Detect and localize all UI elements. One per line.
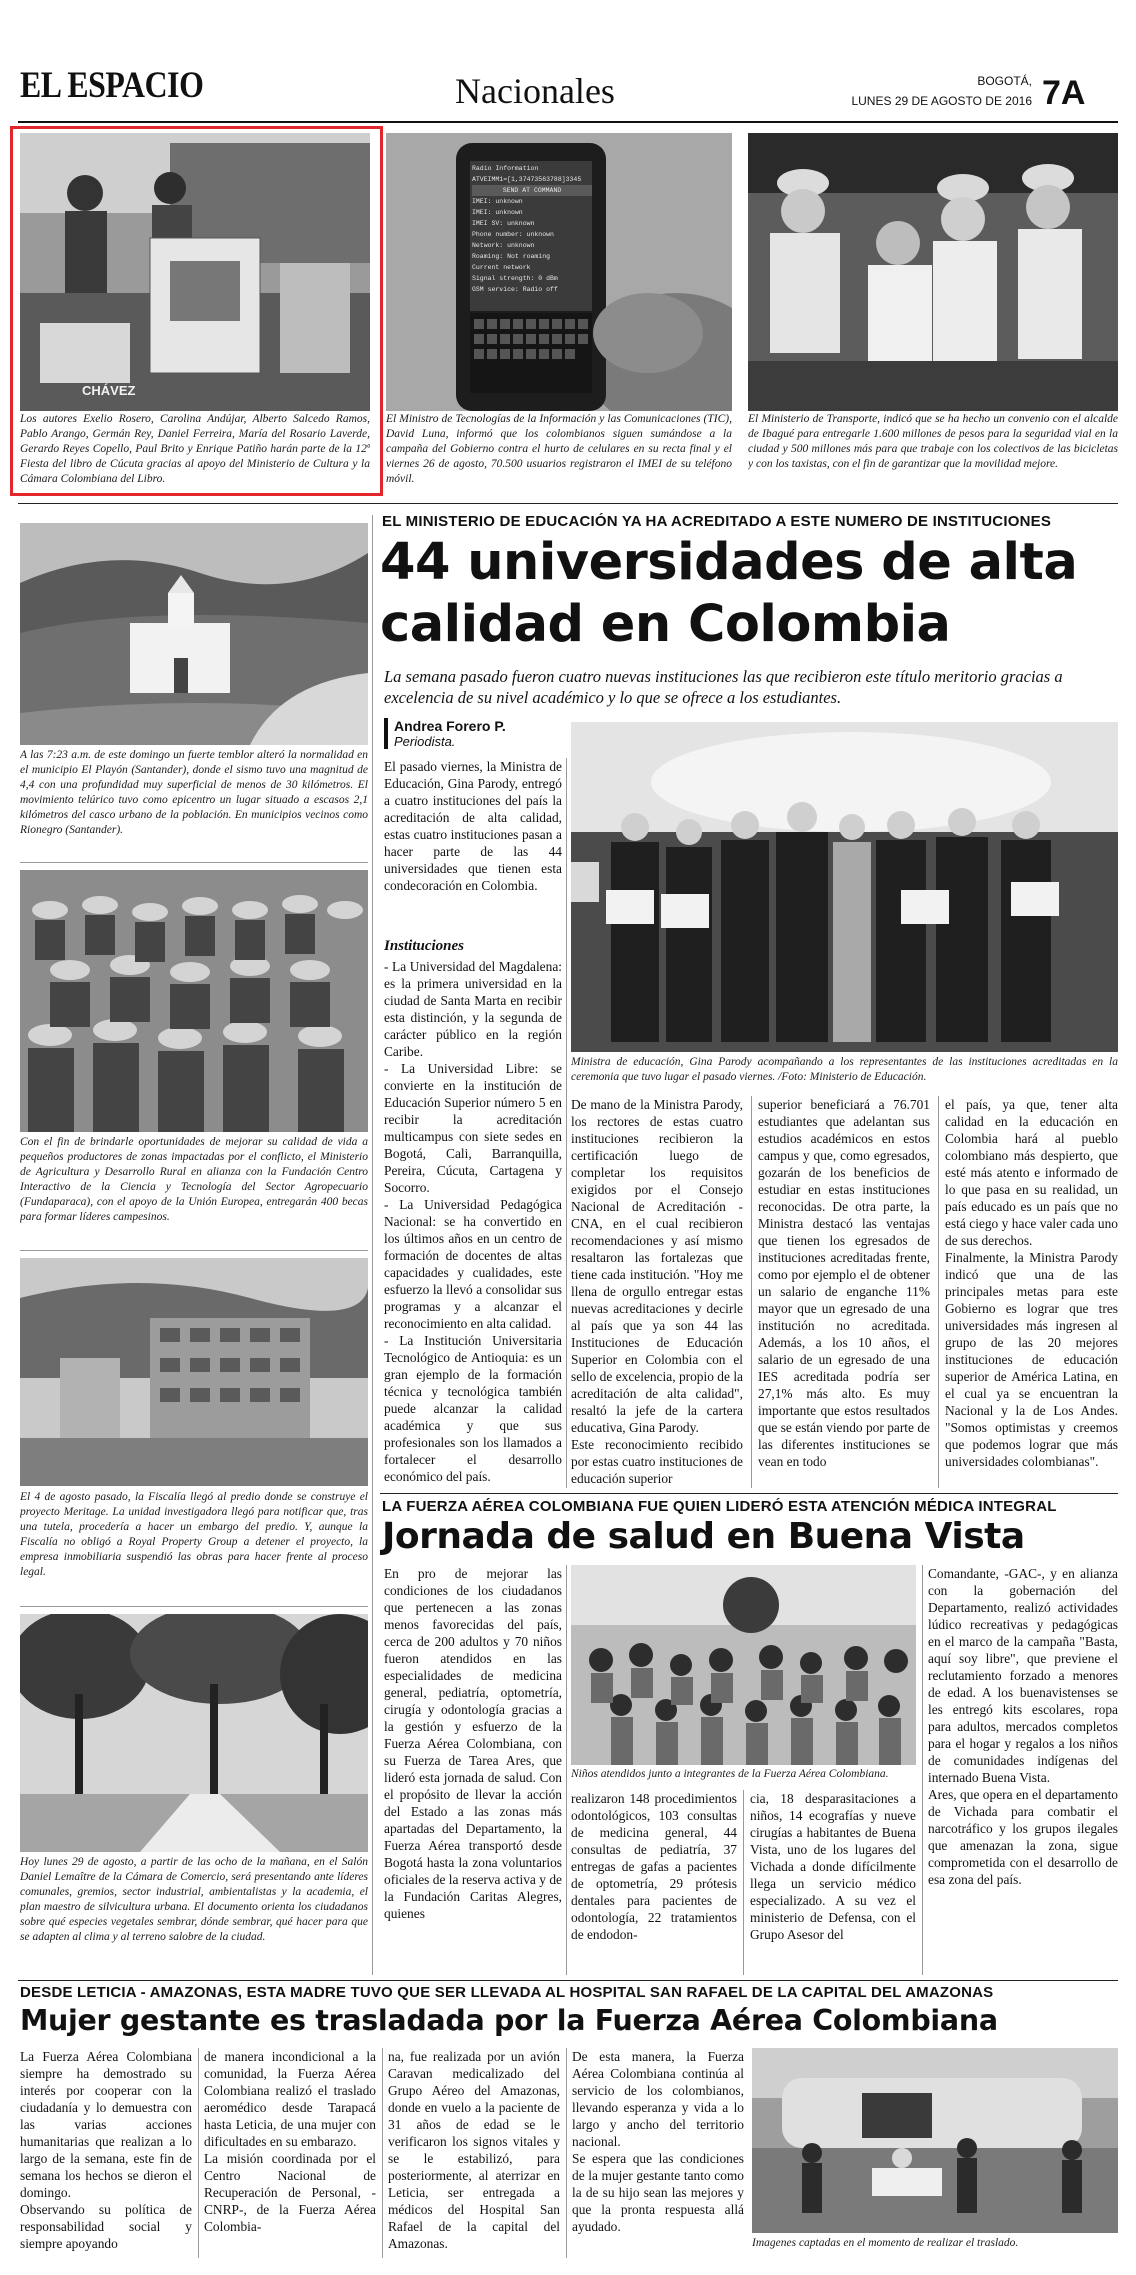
article-rule [380,1493,1118,1494]
dateline-date: LUNES 29 DE AGOSTO DE 2016 [851,94,1032,108]
phone-screen-line: IMEI: unknown [472,209,523,216]
article2-col2: realizaron 148 procedimientos odontológicos, 103 consultas de medicina general, 44 consultas de pediatría, 37 entregas de gafas a pacientes de optometría, 29 prótesis dentales para pacientes de odontología, 22 tratamientos de endodon- [571,1791,737,1942]
section-name: Nacionales [455,71,615,111]
column-rule [743,1790,744,1975]
phone-caption: El Ministro de Tecnologías de la Información y las Comunicaciones (TIC), David Luna, informó que los colombianos siguen sumándose a la campaña del Gobierno contra el hurto de celulares en su recta final y el viernes 26 de agosto, 70.500 usuarios registraron el IMEI de su teléfono móvil. [386,413,732,485]
article1-deck: La semana pasado fueron cuatro nuevas instituciones las que recibieron este título meritorio gracias a excelencia de su nivel académico y lo que se ofrece a los estudiantes. [384,667,1063,707]
construction-caption: El 4 de agosto pasado, la Fiscalía llegó al predio donde se construye el proyecto Meritage. La unidad investigadora llegó para notificar que, tras una tutela, procedería a hacer un embargo del predio. Y, aunque la Fiscalía no obligó a Royal Property Group a detener el proyecto, la empresa inmobiliaria suspendió las obras para hacer frente al proceso legal. [20,1491,368,1578]
article2-col3: cia, 18 desparasitaciones a niños, 14 ecografías y nueve cirugías a habitantes de Buena Vista, uno de los lugares del Vichada a donde difícilmente llega un servicio médico especializado. A su vez el ministerio de Defensa, con el Grupo Asesor del [750,1791,916,1942]
column-rule [566,1565,567,1975]
article3-headline: Mujer gestante es trasladada por la Fuerza Aérea Colombiana [20,2004,998,2037]
book-fair-caption: Los autores Exelio Rosero, Carolina Andújar, Alberto Salcedo Ramos, Pablo Arango, Germán Rey, Daniel Ferreira, María del Rosario Laverde, Gerardo Reyes Copello, Paul Brito y Enrique Patiño harán parte de la 12ª Fiesta del libro de Cúcuta gracias al apoyo del Ministerio de Cultura y la Cámara Colombiana del Libro. [20,413,370,485]
headline-line: 44 universidades de alta [380,533,1078,592]
article3-col2: de manera incondicional a la comunidad, la Fuerza Aérea Colombiana realizó el traslado aeromédico desde Tarapacá hasta Leticia, de una mujer con dificultades en su embarazo. La misión coordinada por el Centro Nacional de Recuperación de Personal, -CNRP-, de la Fuerza Aérea Colombia- [204,2049,376,2234]
phone-screen-line: SEND AT COMMAND [472,185,592,196]
article1-headline [380,532,1120,656]
children-photo [571,1565,916,1765]
cyclists-caption: El Ministerio de Transporte, indicó que se ha hecho un convenio con el alcalde de Ibagué para entregarle 1.600 millones de pesos para la seguridad vial en la ciudad y 500 millones más para que trabaje con los colectivos de las bicicletas y con los taxistas, con el fin de garantizar que la movilidad mejore. [748,413,1118,470]
column-rule [938,1096,939,1488]
paper-name: EL ESPACIO [20,65,204,106]
byline [384,718,564,749]
article2-col4: Comandante, -GAC-, y en alianza con la gobernación del Departamento, realizó actividades lúdico recreativas y pedagógicas en el marco de la campaña "Basta, aquí soy libre", que previene el reclutamiento forzado a menores de edad. A los buenavistenses se les entregó kits escolares, ropa para adultos, mercados completos para el hogar y regalos a los niños de comunidades indígenas del internado Buena Vista. Ares, que opera en el departamento de Vichada para combatir el narcotráfico y los grupos ilegales que amenazan la zona, sigue comprometida con el desarrollo de esa zona del país. [928,1566,1118,1887]
article3-col4: De esta manera, la Fuerza Aérea Colombiana continúa al servicio de los colombianos, llevando esperanza y vida a lo largo y ancho del territorio nacional. Se espera que las condiciones de la mujer gestante tanto como la de su hijo sean las mejores y que la pronta respuesta allá ayudado. [572,2049,744,2234]
masthead [0,0,1136,128]
phone-screen-line: Phone number: unknown [472,231,554,238]
sidebar-rule [20,1250,368,1251]
article3-col1: La Fuerza Aérea Colombiana siempre ha demostrado su interés por cooperar con la ciudadanía y lo demuestra con las varias acciones humanitarias que realizan a lo largo de la semana, este fin de semana los hechos se dieron el domingo. Observando su política de responsabilidad social y siempre apoyando [20,2049,192,2251]
phone-screen-line: ATVEIMM1=[1,37473563788]3345 [472,176,582,183]
article1-col4: el país, ya que, tener alta calidad en la educación en Colombia hará al pueblo colombiano más despierto, que esté más atento e informado de lo que pasa en su realidad, un país educado es un país que no está ciego y hace valer cada uno de sus derechos. Finalmente, la Ministra Parody indicó que una de las principales metas para este Gobierno es lograr que tres universidades más ingresen al grupo de las 20 mejores instituciones de educación superior de América Latina, en el cual ya se encuentran la Nacional y la de Los Andes. "Somos optimistas y creemos que podemos lograr que más universidades colombianas". [945,1097,1118,1469]
article1-subhead: Instituciones [384,938,465,954]
phone-screen-line: Roaming: Not roaming [472,253,551,260]
phone-screen-line: Signal strength: 0 dBm [472,275,558,282]
sidebar-divider [372,515,373,1975]
column-rule [566,758,567,1488]
author-role: Periodista. [394,734,456,749]
article1-institutions: - La Universidad del Magdalena: es la primera universidad en la ciudad de Santa Marta en recibir esta distinción, y la segunda de carácter público en la región Caribe. - La Universidad Libre: se convierte en la institución de Educación Superior número 5 en recibir la acreditación multicampus con siete sedes en Bogotá, Cali, Barranquilla, Pereira, Cúcuta, Cartagena y Socorro. - La Universidad Pedagógica Nacional: se ha convertido en los últimos años en un centro de formación de docentes de altas capacidades y cualidades, este esfuerzo la llevó a consolidar sus programas y a alcanzar el reconocimiento en alta calidad. - La Institución Universitaria Tecnológico de Antioquia: es un gran ejemplo de la formación técnica y tecnológica también puede alcanzar la calidad académica y que sus profesionales son los llamados a fortalecer el desarrollo económico del país. [384,959,562,1484]
photo-sign-text: CHÁVEZ [82,383,136,398]
author-name: Andrea Forero P. [394,718,506,734]
dateline-city: BOGOTÁ, [977,74,1032,88]
column-rule [751,1096,752,1488]
article2-headline: Jornada de salud en Buena Vista [382,1516,1025,1557]
phone-screen-line: Radio Information [472,165,539,172]
phone-screen-line: Current network [472,264,531,271]
headline-line: calidad en Colombia [380,595,951,654]
farmers-photo [20,870,368,1132]
article3-col3: na, fue realizada por un avión Caravan medicalizado del Grupo Aéreo del Amazonas, donde en vuelo a la paciente de 31 años de edad se le verificaron los signos vitales y se le estabilizó, para posteriormente, al aterrizar en Leticia, ser entregada a médicos del Hospital San Rafael de la capital del Amazonas. [388,2049,560,2251]
article3-kicker: DESDE LETICIA - AMAZONAS, ESTA MADRE TUVO QUE SER LLEVADA AL HOSPITAL SAN RAFAEL DE LA CAPITAL DEL AMAZONAS [20,1984,994,2001]
cyclists-photo [748,133,1118,411]
column-rule [382,2048,383,2258]
article-rule [18,1980,1118,1981]
page-number: 7A [1042,74,1086,112]
sidebar-rule [20,862,368,863]
article2-col1: En pro de mejorar las condiciones de los ciudadanos que pertenecen a las zonas menos favorecidas del país, cerca de 200 adultos y 70 niños fueron atendidos en las especialidades de medicina general, pediatría, optometría, cirugía y odontología gracias a la gestión y esfuerzo de la Fuerza Aérea Colombiana, con su Fuerza de Tarea Ares, que lideró esta jornada de salud. Con el propósito de llevar la acción del Estado a las zonas más apartadas del Departamento, la Fuerza Aérea transportó desde Bogotá hasta la zona voluntarios oficiales de la reserva activa y de la Fundación Caritas Alegres, quienes [384,1566,562,1921]
column-rule [198,2048,199,2258]
park-photo [20,1614,368,1852]
article1-intro: El pasado viernes, la Ministra de Educación, Gina Parody, entregó a cuatro instituciones del país la acreditación de alta calidad, estas cuatro instituciones pasan a hacer parte de las 44 universidades que tienen esta condecoración en Colombia. [384,759,562,893]
ceremony-caption: Ministra de educación, Gina Parody acompañando a los representantes de las instituciones acreditadas en la ceremonia que tuvo lugar el pasado viernes. /Foto: Ministerio de Educación. [571,1056,1118,1083]
masthead-rule [18,121,1118,123]
top-row-rule [18,503,1118,504]
airplane-caption: Imagenes captadas en el momento de realizar el traslado. [752,2237,1019,2249]
farmers-caption: Con el fin de brindarle oportunidades de mejorar su calidad de vida a pequeños productores de zonas impactadas por el conflicto, el Ministerio de Agricultura y Desarrollo Rural en alianza con la Fundación Centro Interactivo de la Ciencia y Tecnología del Sector Agropecuario (Fundaparaca), con el apoyo de la Unión Europea, entregarán 400 becas para formar líderes campesinos. [20,1136,368,1223]
ceremony-photo [571,722,1118,1052]
phone-photo [386,133,732,411]
sidebar-rule [20,1606,368,1607]
phone-screen-text [472,163,592,309]
earthquake-caption: A las 7:23 a.m. de este domingo un fuerte temblor alteró la normalidad en el municipio El Playón (Santander), donde el sismo tuvo una magnitud de 4,4 con una profundidad muy superficial de menos de 30 kilómetros. El movimiento telúrico tuvo como epicentro un lugar situado a escasos 2,1 kilómetros del casco urbano de la población. En municipios vecinos como Rionegro (Santander). [20,749,368,836]
article2-kicker: LA FUERZA AÉREA COLOMBIANA FUE QUIEN LIDERÓ ESTA ATENCIÓN MÉDICA INTEGRAL [382,1498,1057,1515]
column-rule [922,1565,923,1975]
phone-screen-line: GSM service: Radio off [472,286,558,293]
article1-col2: De mano de la Ministra Parody, los rectores de estas cuatro instituciones recibieron la certificación luego de completar los requisitos exigidos por el Consejo Nacional de Acreditación -CNA, en el cual recibieron recomendaciones y así mismo resaltaron las fortalezas que tiene cada institución. "Hoy me llena de orgullo entregar estas nuevas acreditaciones y decirle al país que ya son 44 las Instituciones de Educación Superior en Colombia con el sello de excelencia, propio de la acreditación de alta calidad", resaltó la jefe de la cartera educativa, Gina Parody. Este reconocimiento recibido por estas cuatro instituciones de educación superior [571,1097,743,1486]
airplane-photo [752,2048,1118,2233]
church-photo [20,523,368,745]
column-rule [566,2048,567,2258]
article1-kicker: EL MINISTERIO DE EDUCACIÓN YA HA ACREDITADO A ESTE NUMERO DE INSTITUCIONES [382,513,1052,530]
phone-screen-line: IMEI: unknown [472,198,523,205]
children-caption: Niños atendidos junto a integrantes de la Fuerza Aérea Colombiana. [571,1768,889,1780]
phone-screen-line: Network: unknown [472,242,535,249]
phone-screen-line: IMEI SV: unknown [472,220,535,227]
article1-col3: superior beneficiará a 76.701 estudiantes que adelantan sus estudios académicos en estos campus y que, como egresados, gozarán de los beneficios de estudiar en estas instituciones reconocidas. De otra parte, la Ministra destacó las ventajas que tienen los egresados de instituciones acreditadas frente, como por ejemplo el de obtener un salario de enganche 11% mayor que un egresado de una institución no acreditada. Además, a los 10 años, el salario de un egresado de una IES acreditada podría ser 27,1% más alto. Es muy importante que estos resultados que se están viendo por parte de las diferentes instituciones se vean en todo [758,1097,930,1469]
construction-photo [20,1258,368,1486]
park-caption: Hoy lunes 29 de agosto, a partir de las ocho de la mañana, en el Salón Daniel Lemaître de la Cámara de Comercio, será presentando ante líderes comunales, gremios, sector industrial, ambientalistas y la academia, el plan maestro de silvicultura urbana. El documento orienta los ciudadanos sobre qué especies vegetales sembrar, dónde sembrar, qué hacer para que se adapten al clima y al terreno salobre de la ciudad. [20,1856,368,1943]
book-fair-photo [20,133,370,411]
